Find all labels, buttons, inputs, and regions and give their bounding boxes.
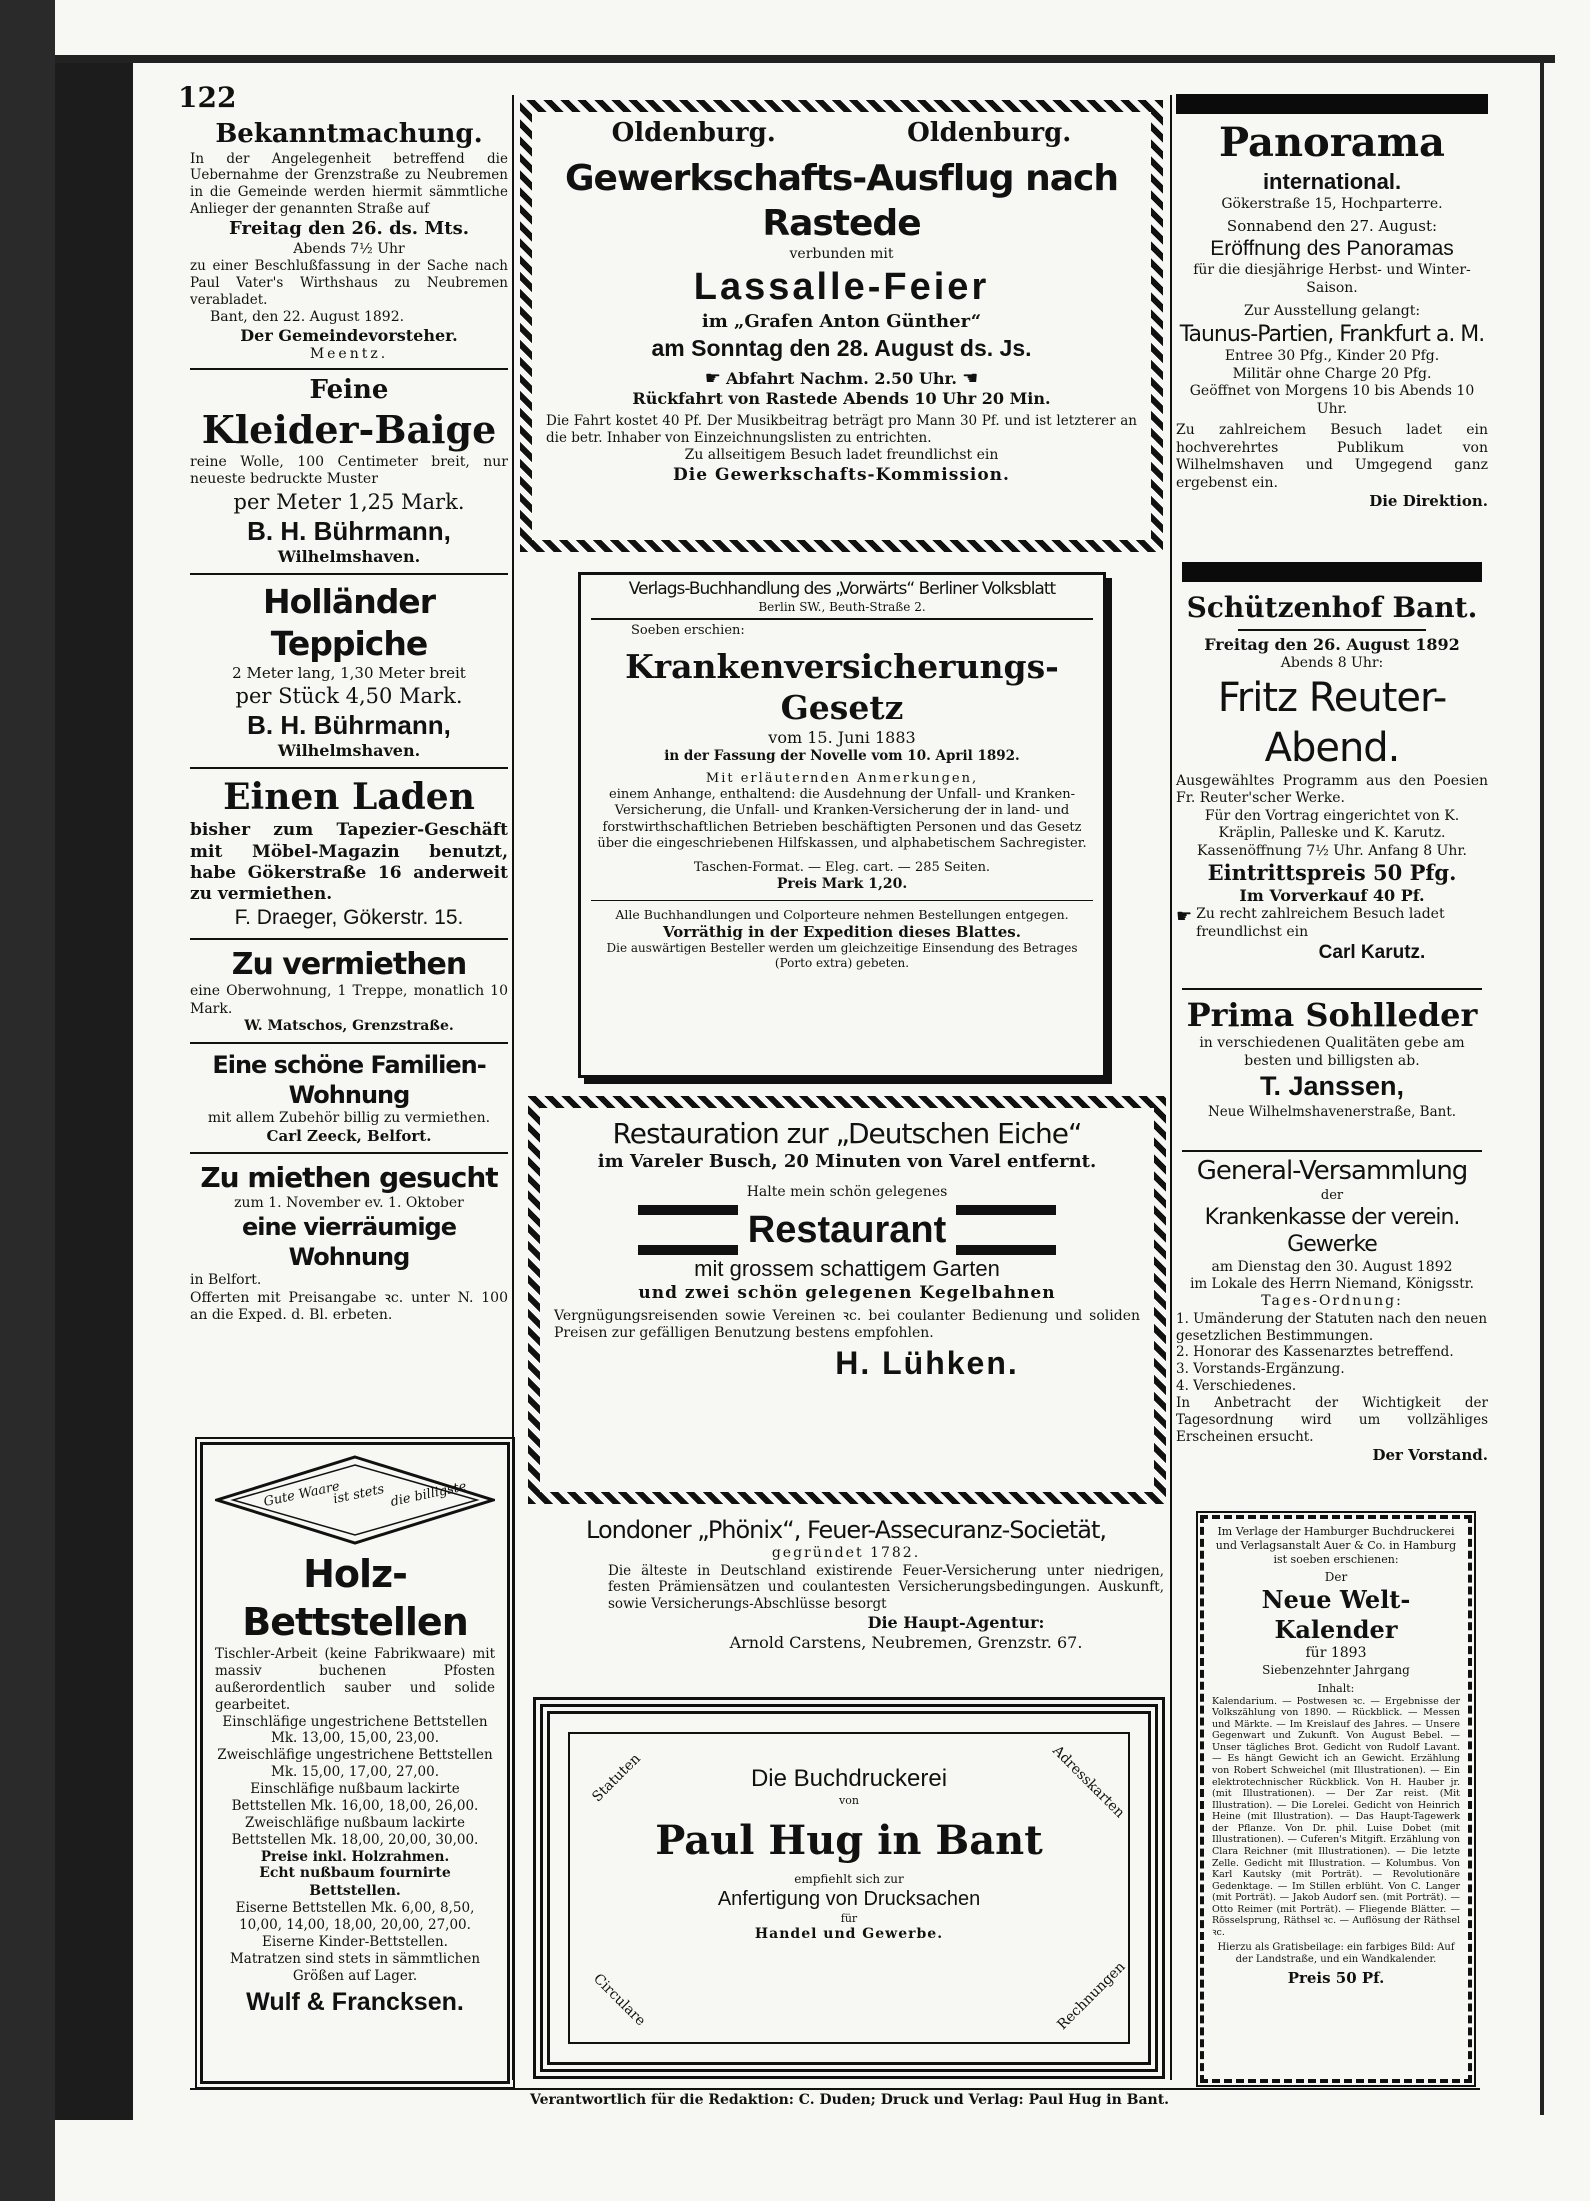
ad-lassalle-feier xyxy=(520,100,1163,552)
eiche-sub: im Vareler Busch, 20 Minuten von Varel entfernt. xyxy=(597,1151,1097,1172)
hug-fuer: für xyxy=(840,1911,858,1925)
ad-general-versammlung xyxy=(1176,1155,1488,1464)
eiche-text: Vergnügungsreisenden sowie Vereinen ꝛc. bei coulanter Bedienung und soliden Preisen zur gefälligen Benutzung bestens empfohlen. xyxy=(554,1307,1140,1342)
gv-text: In Anbetracht der Wichtigkeit der Tagesordnung wird um vollzähliges Erscheinen ersucht. xyxy=(1176,1395,1488,1445)
banner-line3: die billigste xyxy=(389,1479,468,1510)
vorwaerts-preis: Preis Mark 1,20. xyxy=(776,876,908,893)
reuter-l3: Kassenöffnung 7½ Uhr. Anfang 8 Uhr. xyxy=(1197,842,1467,859)
holz-l7: Echt nußbaum fournirte Bettstellen. xyxy=(259,1865,451,1899)
corner-rechnungen: Rechnungen xyxy=(1054,1958,1129,2034)
teppiche-title: Holländer Teppiche xyxy=(263,582,435,663)
divider xyxy=(591,900,1093,901)
ad-fritz-reuter xyxy=(1176,590,1488,965)
reuter-l4: Eintrittspreis 50 Pfg. xyxy=(1207,860,1457,885)
vorwaerts-alle: Alle Buchhandlungen und Colporteure nehmen Bestellungen entgegen. xyxy=(615,906,1069,922)
banner-line2: ist stets xyxy=(332,1481,386,1508)
lassalle-city1: Oldenburg. xyxy=(611,118,776,148)
gesucht-l4: in Belfort. xyxy=(190,1272,262,1289)
corner-circulare: Circulare xyxy=(590,1970,649,2030)
lassalle-rueckfahrt: Rückfahrt von Rastede Abends 10 Uhr 20 Min. xyxy=(632,389,1051,409)
holz-title: Holz-Bettstellen xyxy=(242,1552,468,1644)
sohl-title: Prima Sohlleder xyxy=(1186,996,1478,1034)
divider xyxy=(1182,1150,1482,1152)
decorative-bars-right xyxy=(956,1205,1056,1255)
kal-inhalt: Inhalt: xyxy=(1317,1681,1355,1695)
phoenix-sig: Arnold Carstens, Neubremen, Grenzstr. 67. xyxy=(729,1633,1083,1653)
kal-preis: Preis 50 Pf. xyxy=(1287,1968,1385,1987)
laden-sig: F. Draeger, Gökerstr. 15. xyxy=(234,906,464,930)
ad-holz-bettstellen xyxy=(200,1442,510,2084)
panorama-intl: international. xyxy=(1262,169,1402,194)
ad-paul-hug xyxy=(540,1704,1158,2072)
eiche-title: Restauration zur „Deutschen Eiche“ xyxy=(612,1117,1082,1150)
column-rule-1 xyxy=(512,95,514,2080)
holz-l3: Zweischläfige ungestrichene Bettstellen Mk. 15,00, 17,00, 27,00. xyxy=(217,1747,493,1781)
eiche-halte: Halte mein schön gelegenes xyxy=(746,1183,948,1200)
pointing-hand-icon: ☚ xyxy=(962,368,979,390)
kal-jahrg: Siebenzehnter Jahrgang xyxy=(1262,1662,1410,1677)
notice-bekanntmachung xyxy=(190,118,508,364)
holz-l10: Matratzen sind stets in sämmtlichen Größen auf Lager. xyxy=(229,1951,481,1984)
vermiethen-sig: W. Matschos, Grenzstraße. xyxy=(244,1018,454,1035)
page-top-edge xyxy=(55,55,1555,63)
divider xyxy=(1238,629,1425,631)
gv-i3: 3. Vorstands-Ergänzung. xyxy=(1176,1361,1345,1378)
reuter-l1: Ausgewähltes Programm aus den Poesien Fr. Reuter'scher Werke. xyxy=(1176,772,1488,806)
ad-panorama xyxy=(1176,118,1488,511)
reuter-head: Schützenhof Bant. xyxy=(1186,591,1478,624)
ad-gesucht xyxy=(190,1160,508,1325)
notice-date: Freitag den 26. ds. Mts. xyxy=(229,218,469,239)
holz-l1: Tischler-Arbeit (keine Fabrikwaare) mit massiv buchenen Pfosten außerordentlich sauber und solide gearbeitet. xyxy=(215,1646,495,1713)
gv-der: der xyxy=(1320,1187,1344,1203)
baige-title: Kleider-Baige xyxy=(201,407,497,453)
reuter-sig: Carl Karutz. xyxy=(1318,942,1426,964)
divider xyxy=(190,1152,508,1154)
notice-name: Meentz. xyxy=(309,346,389,363)
vorwaerts-vorr: Vorräthig in der Expedition dieses Blattes. xyxy=(663,922,1021,941)
vorwaerts-mit: Mit erläuternden Anmerkungen, xyxy=(705,770,979,786)
holz-l4: Einschläfige nußbaum lackirte Bettstellen Mk. 16,00, 18,00, 26,00. xyxy=(231,1781,479,1814)
ad-teppiche xyxy=(190,581,508,761)
notice-text2: zu einer Beschlußfassung in der Sache nach Paul Vater's Wirthshaus zu Neubremen verabladet. xyxy=(190,258,508,308)
reuter-l2: Für den Vortrag eingerichtet von K. Kräplin, Palleske und K. Karutz. xyxy=(1204,807,1460,841)
teppiche-firm: B. H. Bührmann, xyxy=(247,709,451,740)
kal-title: Neue Welt-Kalender xyxy=(1261,1585,1411,1645)
notice-signature: Der Gemeindevorsteher. xyxy=(240,326,458,346)
eiche-restaurant: Restaurant xyxy=(747,1208,947,1251)
holz-l5: Zweischläfige nußbaum lackirte Bettstellen Mk. 18,00, 20,00, 30,00. xyxy=(231,1814,479,1848)
vorwaerts-addr: Berlin SW., Beuth-Straße 2. xyxy=(758,600,926,615)
panorama-taunus: Taunus-Partien, Frankfurt a. M. xyxy=(1179,321,1485,347)
divider xyxy=(190,368,508,370)
divider xyxy=(190,1042,508,1044)
teppiche-size: 2 Meter lang, 1,30 Meter breit xyxy=(232,663,466,682)
corner-statuten: Statuten xyxy=(589,1750,644,1806)
eiche-sig: H. Lühken. xyxy=(835,1344,1019,1381)
baige-feine: Feine xyxy=(309,374,389,405)
notice-text1: In der Angelegenheit betreffend die Uebernahme der Grenzstraße zu Neubremen in die Gemeinde werden hiermit sämmtliche Anlieger der genannten Straße auf xyxy=(190,150,508,218)
page-binding-edge xyxy=(0,0,55,2201)
familien-sig: Carl Zeeck, Belfort. xyxy=(266,1127,432,1146)
ad-sohlleder xyxy=(1176,995,1488,1121)
panorama-geo: Geöffnet von Morgens 10 bis Abends 10 Uhr. xyxy=(1189,383,1475,417)
thick-rule xyxy=(1182,562,1482,582)
laden-title: Einen Laden xyxy=(223,776,475,819)
kal-der: Der xyxy=(1324,1570,1348,1585)
lassalle-abfahrt: Abfahrt Nachm. 2.50 Uhr. xyxy=(726,369,957,389)
kal-year: für 1893 xyxy=(1305,1645,1367,1662)
baige-place: Wilhelmshaven. xyxy=(277,547,421,567)
panorama-fuer: für die diesjährige Herbst- und Winter-Saison. xyxy=(1193,262,1471,296)
footer-imprint: Verantwortlich für die Redaktion: C. Duden; Druck und Verlag: Paul Hug in Bant. xyxy=(530,2092,1170,2108)
kal-beil: Hierzu als Gratisbeilage: ein farbiges Bild: Auf der Landstraße, und ein Wandkalender. xyxy=(1217,1941,1455,1966)
gv-i2: 2. Honorar des Kassenarztes betreffend. xyxy=(1176,1344,1454,1361)
divider xyxy=(190,938,508,940)
divider xyxy=(591,618,1093,620)
panorama-er: Eröffnung des Panoramas xyxy=(1210,236,1454,260)
gesucht-l2: zum 1. November ev. 1. Oktober xyxy=(234,1194,464,1211)
baige-desc: reine Wolle, 100 Centimeter breit, nur neueste bedruckte Muster xyxy=(190,453,508,488)
page-inner-border xyxy=(55,60,133,2120)
lassalle-im: im „Grafen Anton Günther“ xyxy=(701,311,982,332)
vermiethen-text: eine Oberwohnung, 1 Treppe, monatlich 10 Mark. xyxy=(190,983,508,1017)
divider xyxy=(190,573,508,575)
laden-text: bisher zum Tapezier-Geschäft mit Möbel-Magazin benutzt, habe Gökerstraße 16 anderweit zu vermiethen. xyxy=(190,820,508,905)
phoenix-text: Die älteste in Deutschland existirende Feuer-Versicherung unter niedrigen, festen Prämiensätzen und coulantesten Versicherungsbedingungen. Auskunft, sowie Versicherungs-Abschlüsse besorgt xyxy=(608,1562,1164,1613)
lassalle-text2: Zu allseitigem Besuch ladet freundlichst ein xyxy=(684,447,999,463)
ad-neue-welt-kalender xyxy=(1200,1515,1472,2083)
holz-firm: Wulf & Francksen. xyxy=(246,1987,464,2016)
decorative-bars-left xyxy=(638,1205,738,1255)
panorama-text: Zu zahlreichem Besuch ladet ein hochverehrtes Publikum von Wilhelmshaven und Umgegend ganz ergebenst ein. xyxy=(1176,422,1488,491)
notice-title: Bekanntmachung. xyxy=(215,119,483,149)
kal-text: Kalendarium. — Postwesen ꝛc. — Ergebnisse der Volkszählung von 1890. — Rückblick. — Messen und Märkte. — Im Kreislauf des Jahres. — Unsere Gegenwart und Zukunft. Von August Bebel. — Unser tägliches Brot. Gedicht von Rudolf Lavant. — Es hängt Gewicht ich an Gewicht. Erzählung von Robert Schweichel (mit Illustrationen). — Ein elektrotechnischer Rückblick. Von H. Hauber jr. (mit Illustrationen). — Der Zar reist. (Mit Illustration). — Die Lorelei. Gedicht von Heinrich Heine (mit Illustration). — Das Haupt-Tagewerk der Pflanze. Von Dr. phil. Luise Dobet (mit Illustrationen). — Cuferen's Mitgift. Erzählung von Clara Reichner (mit Illustrationen). — Die letzte Zelle. Gedicht mit Illustration. — Kolumbus. Von Karl Kautsky (mit Porträt). — Revolutionäre Gedenktage. — Im Stillen erblüht. Von C. Langer (mit Porträt). — Jakob Audorf sen. (mit Porträt). — Otto Reimer (mit Porträt). — Fliegende Blätter. — Rösselsprung, Räthsel ꝛc. — Auflösung der Räthsel ꝛc. xyxy=(1212,1695,1460,1939)
reuter-time: Abends 8 Uhr: xyxy=(1280,655,1384,671)
phoenix-title: Londoner „Phönix“, Feuer-Assecuranz-Societät, xyxy=(586,1516,1106,1544)
vorwaerts-fassung: in der Fassung der Novelle vom 10. April 1892. xyxy=(664,748,1020,764)
gv-to: Tages-Ordnung: xyxy=(1261,1293,1403,1310)
reuter-date: Freitag den 26. August 1892 xyxy=(1204,635,1460,654)
familien-text: mit allem Zubehör billig zu vermiethen. xyxy=(207,1109,491,1126)
familien-title: Eine schöne Familien-Wohnung xyxy=(212,1050,486,1109)
gv-i1: 1. Umänderung der Statuten nach den neuen gesetzlichen Bestimmungen. xyxy=(1176,1310,1488,1344)
lassalle-city2: Oldenburg. xyxy=(907,118,1072,148)
vorwaerts-title: Krankenversicherungs-Gesetz xyxy=(625,646,1059,727)
lassalle-date: am Sonntag den 28. August ds. Js. xyxy=(651,334,1032,361)
gv-date: am Dienstag den 30. August 1892 xyxy=(1211,1258,1453,1275)
reuter-title: Fritz Reuter-Abend. xyxy=(1217,674,1447,771)
holz-l6: Preise inkl. Holzrahmen. xyxy=(260,1848,450,1865)
vorwaerts-format: Taschen-Format. — Eleg. cart. — 285 Seiten. xyxy=(693,860,991,876)
panorama-entree: Entree 30 Pfg., Kinder 20 Pfg. xyxy=(1224,348,1440,364)
ad-deutsche-eiche xyxy=(528,1096,1166,1504)
panorama-date: Sonnabend den 27. August: xyxy=(1226,217,1438,235)
panorama-zur: Zur Ausstellung gelangt: xyxy=(1243,303,1421,319)
page-right-edge xyxy=(1540,55,1544,2115)
hug-name: Paul Hug in Bant xyxy=(655,1816,1043,1864)
eiche-kegel: und zwei schön gelegenen Kegelbahnen xyxy=(638,1282,1056,1303)
banner-diamond xyxy=(215,1455,495,1545)
col1 xyxy=(190,118,508,1325)
ad-vermiethen xyxy=(190,946,508,1036)
lassalle-text: Die Fahrt kostet 40 Pf. Der Musikbeitrag beträgt pro Mann 30 Pf. und ist letzterer an die betr. Inhaber von Einzeichnungslisten zu entrichten. xyxy=(546,413,1137,447)
thick-rule xyxy=(1176,94,1488,114)
gv-i4: 4. Verschiedenes. xyxy=(1176,1378,1297,1395)
notice-place-date: Bant, den 22. August 1892. xyxy=(210,308,405,325)
vorwaerts-soeben: Soeben erschien: xyxy=(631,623,745,639)
gesucht-l3: eine vierräumige Wohnung xyxy=(241,1213,456,1272)
vorwaerts-ausw: Die auswärtigen Besteller werden um gleichzeitige Einsendung des Betrages (Porto extra) gebeten. xyxy=(606,941,1078,971)
hug-anf: Anfertigung von Drucksachen xyxy=(717,1887,981,1910)
gv-lokal: im Lokale des Herrn Niemand, Königsstr. xyxy=(1190,1276,1474,1293)
gesucht-l5: Offerten mit Preisangabe ꝛc. unter N. 100 an die Exped. d. Bl. erbeten. xyxy=(190,1289,508,1324)
corner-adresskarten: Adresskarten xyxy=(1049,1742,1128,1822)
teppiche-price: per Stück 4,50 Mark. xyxy=(235,683,463,708)
sohl-text: in verschiedenen Qualitäten gebe am besten und billigsten ab. xyxy=(1199,1035,1465,1069)
notice-time: Abends 7½ Uhr xyxy=(293,240,405,257)
gv-title: General-Versammlung xyxy=(1196,1156,1468,1186)
ad-vorwaerts-gesetz xyxy=(578,572,1106,1078)
hug-emp: empfiehlt sich zur xyxy=(794,1871,904,1886)
divider xyxy=(190,767,508,769)
sohl-name: T. Janssen, xyxy=(1259,1071,1405,1101)
baige-price: per Meter 1,25 Mark. xyxy=(233,489,465,514)
holz-l9: Eiserne Kinder-Bettstellen. xyxy=(262,1934,448,1951)
lassalle-sig: Die Gewerkschafts-Kommission. xyxy=(673,464,1010,485)
vorwaerts-text: einem Anhange, enthaltend: die Ausdehnung der Unfall- und Kranken-Versicherung, die Unfall- und Kranken-Versicherung der in land- und forstwirthschaftlichen Betrieben beschäftigten Personen und das Gesetz über die eingeschriebenen Hilfskassen, und alphabetischem Sachregister. xyxy=(597,787,1087,851)
lassalle-feier: Lassalle-Feier xyxy=(693,265,990,308)
holz-l8: Eiserne Bettstellen Mk. 6,00, 8,50, 10,00, 14,00, 18,00, 20,00, 27,00. xyxy=(235,1900,475,1934)
gv-sig: Der Vorstand. xyxy=(1372,1445,1488,1464)
hug-l1: Die Buchdruckerei xyxy=(750,1765,948,1792)
phoenix-gegr: gegründet 1782. xyxy=(771,1545,921,1561)
column-rule-2 xyxy=(1170,95,1172,2080)
hug-von: von xyxy=(839,1794,859,1807)
panorama-title: Panorama xyxy=(1219,119,1445,166)
panorama-mil: Militär ohne Charge 20 Pfg. xyxy=(1232,365,1432,382)
ad-kleider-baige xyxy=(190,374,508,568)
teppiche-place: Wilhelmshaven. xyxy=(277,741,421,761)
reuter-l6: Zu recht zahlreichem Besuch ladet freundlichst ein xyxy=(1196,906,1445,940)
banner-line1: Gute Waare xyxy=(262,1479,342,1510)
divider xyxy=(1182,988,1482,990)
sohl-addr: Neue Wilhelmshavenerstraße, Bant. xyxy=(1207,1103,1457,1120)
ad-familien-wohnung xyxy=(190,1050,508,1146)
baige-firm: B. H. Bührmann, xyxy=(247,515,451,546)
gv-kasse: Krankenkasse der verein. Gewerke xyxy=(1204,1204,1460,1258)
kal-head: Im Verlage der Hamburger Buchdruckerei und Verlagsanstalt Auer & Co. in Hamburg ist soeben erschienen: xyxy=(1215,1525,1457,1566)
hug-hg: Handel und Gewerbe. xyxy=(754,1925,944,1942)
lassalle-title: Gewerkschafts-Ausflug nach Rastede xyxy=(564,158,1118,244)
gesucht-title: Zu miethen gesucht xyxy=(200,1160,498,1194)
eiche-garten: mit grossem schattigem Garten xyxy=(694,1256,1000,1281)
pointing-hand-icon: ☛ xyxy=(1176,906,1193,928)
vermiethen-title: Zu vermiethen xyxy=(231,946,467,982)
panorama-sig: Die Direktion. xyxy=(1369,492,1488,510)
page-number: 122 xyxy=(178,81,237,114)
vorwaerts-vom: vom 15. Juni 1883 xyxy=(768,728,916,747)
phoenix-agent: Die Haupt-Agentur: xyxy=(867,1613,1045,1633)
lassalle-verbunden: verbunden mit xyxy=(789,246,894,262)
holz-l2: Einschläfige ungestrichene Bettstellen Mk. 13,00, 15,00, 23,00. xyxy=(222,1713,488,1747)
reuter-l5: Im Vorverkauf 40 Pf. xyxy=(1239,886,1425,906)
panorama-addr: Gökerstraße 15, Hochparterre. xyxy=(1221,195,1443,212)
ad-laden xyxy=(190,775,508,931)
footer-rule xyxy=(190,2088,1480,2090)
vorwaerts-head: Verlags-Buchhandlung des „Vorwärts“ Berliner Volksblatt xyxy=(628,579,1056,599)
ad-phoenix xyxy=(528,1515,1164,1653)
pointing-hand-icon: ☛ xyxy=(704,368,721,390)
